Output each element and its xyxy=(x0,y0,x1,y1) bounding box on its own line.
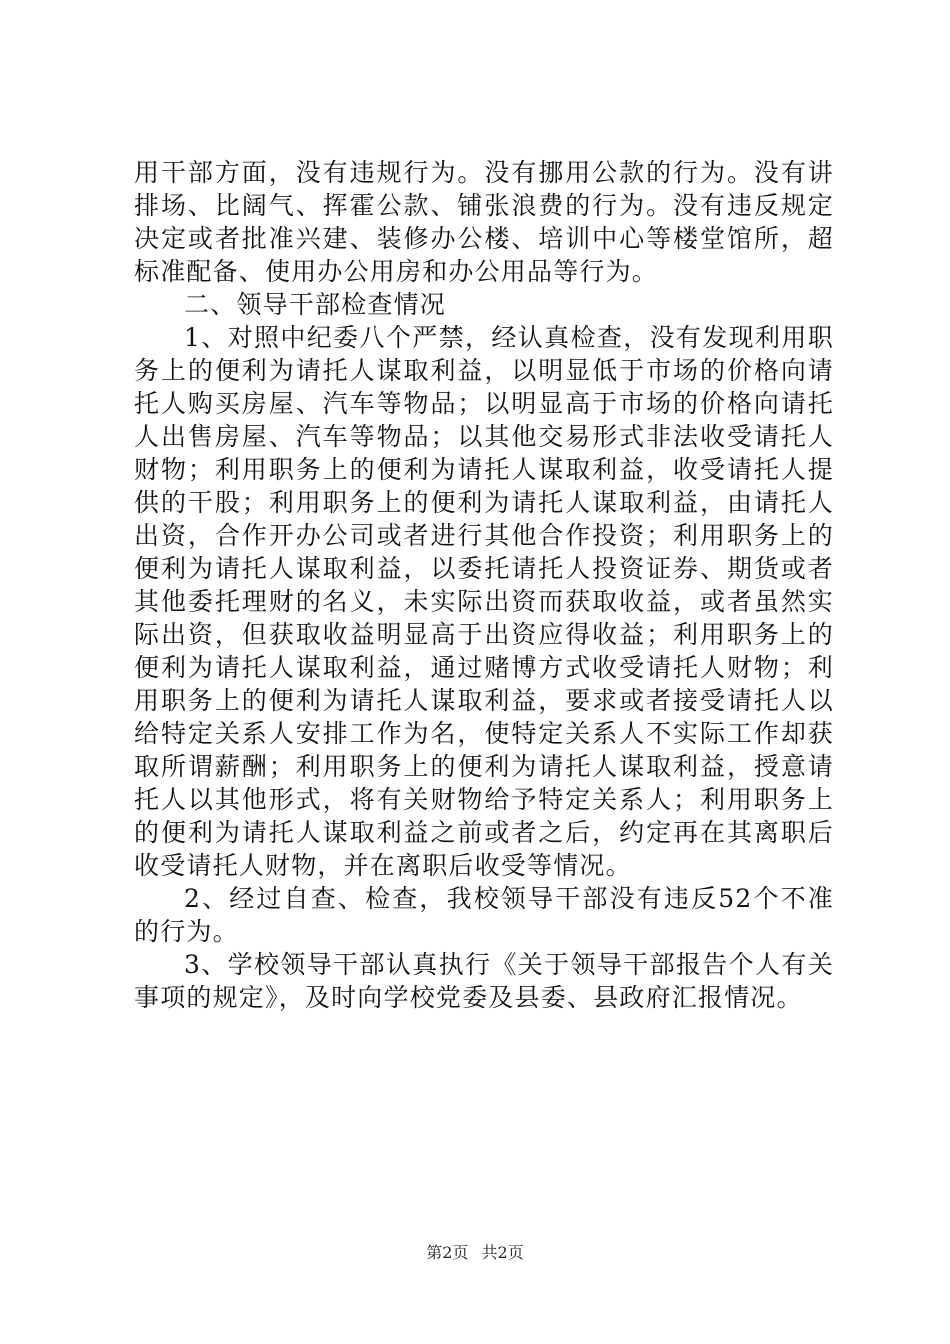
page-number: 第2页 xyxy=(426,1243,469,1262)
paragraph-continuation: 用干部方面，没有违规行为。没有挪用公款的行为。没有讲排场、比阔气、挥霍公款、铺张浪费的行为。没有违反规定决定或者批准兴建、装修办公楼、培训中心等楼堂馆所，超标准配备、使用办公用房和办公用品等行为。 xyxy=(134,158,834,286)
section-heading: 二、领导干部检查情况 xyxy=(184,290,447,319)
document-body xyxy=(134,156,834,1014)
paragraph-item-3: 3、学校领导干部认真执行《关于领导干部报告个人有关事项的规定》，及时向学校党委及县委、县政府汇报情况。 xyxy=(134,950,834,1012)
paragraph-item-2: 2、经过自查、检查，我校领导干部没有违反52个不准的行为。 xyxy=(134,884,834,946)
page-total: 共2页 xyxy=(481,1243,524,1262)
page-footer xyxy=(0,1243,950,1263)
paragraph-item-1: 1、对照中纪委八个严禁，经认真检查，没有发现利用职务上的便利为请托人谋取利益，以明显低于市场的价格向请托人购买房屋、汽车等物品；以明显高于市场的价格向请托人出售房屋、汽车等物品；以其他交易形式非法收受请托人财物；利用职务上的便利为请托人谋取利益，收受请托人提供的干股；利用职务上的便利为请托人谋取利益，由请托人出资，合作开办公司或者进行其他合作投资；利用职务上的便利为请托人谋取利益，以委托请托人投资证券、期货或者其他委托理财的名义，未实际出资而获取收益，或者虽然实际出资，但获取收益明显高于出资应得收益；利用职务上的便利为请托人谋取利益，通过赌博方式收受请托人财物；利用职务上的便利为请托人谋取利益，要求或者接受请托人以给特定关系人安排工作为名，使特定关系人不实际工作却获取所谓薪酬；利用职务上的便利为请托人谋取利益，授意请托人以其他形式，将有关财物给予特定关系人；利用职务上的便利为请托人谋取利益之前或者之后，约定再在其离职后收受请托人财物，并在离职后收受等情况。 xyxy=(134,323,834,880)
